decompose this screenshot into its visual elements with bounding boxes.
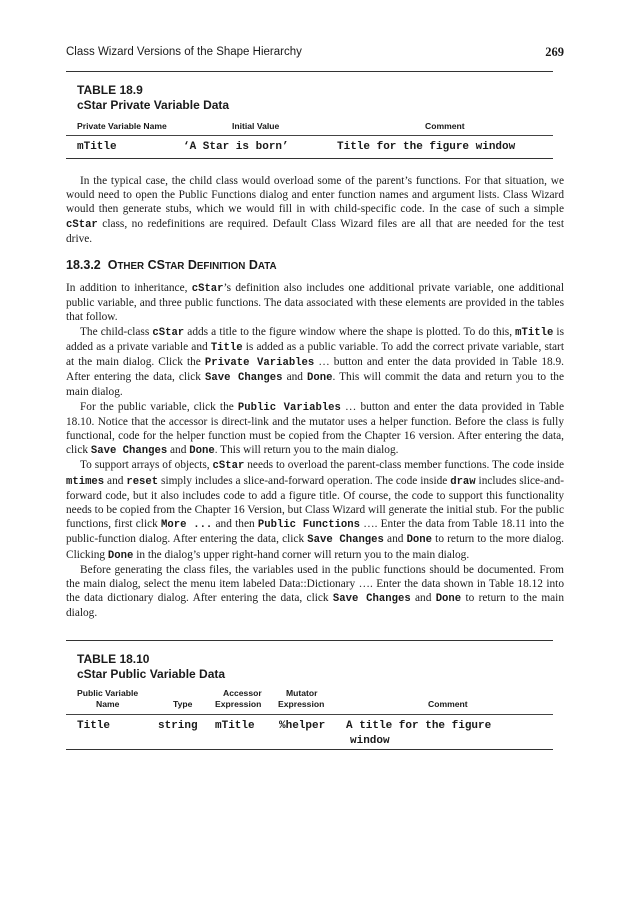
paragraph: Before generating the class files, the variables used in the public functions should be documented. From the main dialog, select the menu item labeled Data::Dictionary …. Enter the data shown in Table 18.12 into the data dictionary dialog. After entering the data, click Save Changes and Done to return to the main dialog. — [66, 563, 565, 620]
table-caption: cStar Private Variable Data — [77, 98, 230, 112]
table-header-cell: Type — [173, 698, 193, 709]
table-cell: string — [158, 719, 198, 732]
running-title: Class Wizard Versions of the Shape Hierarchy — [66, 46, 302, 58]
section-number: 18.3.2 — [66, 258, 101, 273]
table-header-cell: Public Variable — [77, 687, 139, 698]
table-row — [66, 136, 553, 158]
table-cell: Title — [77, 719, 111, 732]
paragraph: In addition to inheritance, cStar’s definition also includes one additional private variable, one additional public variable, and three public functions. The data associated with these elements are provided in the tables that follow. — [66, 282, 564, 324]
section-heading — [66, 257, 564, 275]
section-title: OTHER CSTAR DEFINITION DATA — [107, 258, 277, 273]
table-header-cell: Mutator — [286, 687, 318, 698]
table-cell: Title for the figure window — [337, 141, 516, 153]
table-header-cell: Expression — [278, 698, 325, 709]
table-cell: window — [350, 734, 390, 747]
table-cell: mTitle — [77, 141, 117, 153]
table-row — [66, 715, 553, 749]
paragraph: To support arrays of objects, cStar needs to overload the parent-class member functions. The code inside mtimes and reset simply includes a slice-and-forward operation. The code inside draw includes slice-and-forward code, but it also includes code to add a figure title. Of course, the code to support this functionality needs to be copied from the Chapter 16 Version, but Class Wizard will generate the initial stub. For the public functions, first click More ... and then Public Functions …. Enter the data from Table 18.11 into the public-function dialog. After entering the data, click Save Changes and Done to return to the more dialog. Clicking Done in the dialog’s upper right-hand corner will return you to the main dialog. — [66, 459, 565, 562]
table-bottom-rule — [66, 749, 553, 750]
table-header-cell: Initial Value — [232, 121, 280, 131]
page — [66, 44, 564, 750]
table-cell: %helper — [279, 719, 326, 732]
table-caption: cStar Public Variable Data — [77, 666, 226, 681]
running-header — [66, 44, 564, 64]
table-header-cell: Private Variable Name — [77, 121, 167, 131]
table-header-cell: Comment — [428, 698, 468, 709]
paragraph: The child-class cStar adds a title to the figure window where the shape is plotted. To do this, mTitle is added as a private variable and Title is added as a public variable. To add the correct private variable, start at the main dialog. Click the Private Variables … button and enter the data provided in Table 18.9. After entering the data, click Save Changes and Done. This will commit the data and return you to the main dialog. — [66, 325, 565, 399]
table-header-cell: Expression — [215, 698, 262, 709]
table-label: TABLE 18.10 — [77, 651, 150, 666]
paragraph: For the public variable, click the Public Variables … button and enter the data provided in Table 18.10. Notice that the accessor is direct-link and the mutator uses a helper function. Before the class is fully functional, code for the helper function must be copied from the Chapter 16 version. After entering the data, click Save Changes and Done. This will return you to the main dialog. — [66, 400, 564, 458]
page-number: 269 — [545, 45, 564, 59]
table-header-cell: Accessor — [223, 687, 262, 698]
table-cell: ‘A Star is born’ — [183, 141, 289, 153]
table-cell: A title for the figure — [346, 719, 492, 732]
table-header-cell: Name — [96, 698, 120, 709]
table-18-9 — [66, 71, 553, 159]
table-label: TABLE 18.9 — [77, 83, 143, 97]
table-bottom-rule — [66, 158, 553, 159]
paragraph: In the typical case, the child class would overload some of the parent’s functions. For that situation, we would need to open the Public Functions dialog and enter function names and argument lists. Class Wizard would then generate stubs, which we would fill in with child-specific code. In the case of such a simple cStar class, no redefinitions are required. Default Class Wizard files are all that are needed for the test drive. — [66, 175, 564, 245]
table-header-cell: Comment — [425, 121, 465, 131]
body-text — [66, 174, 564, 621]
table-cell: mTitle — [215, 719, 255, 732]
table-18-10 — [66, 640, 553, 750]
